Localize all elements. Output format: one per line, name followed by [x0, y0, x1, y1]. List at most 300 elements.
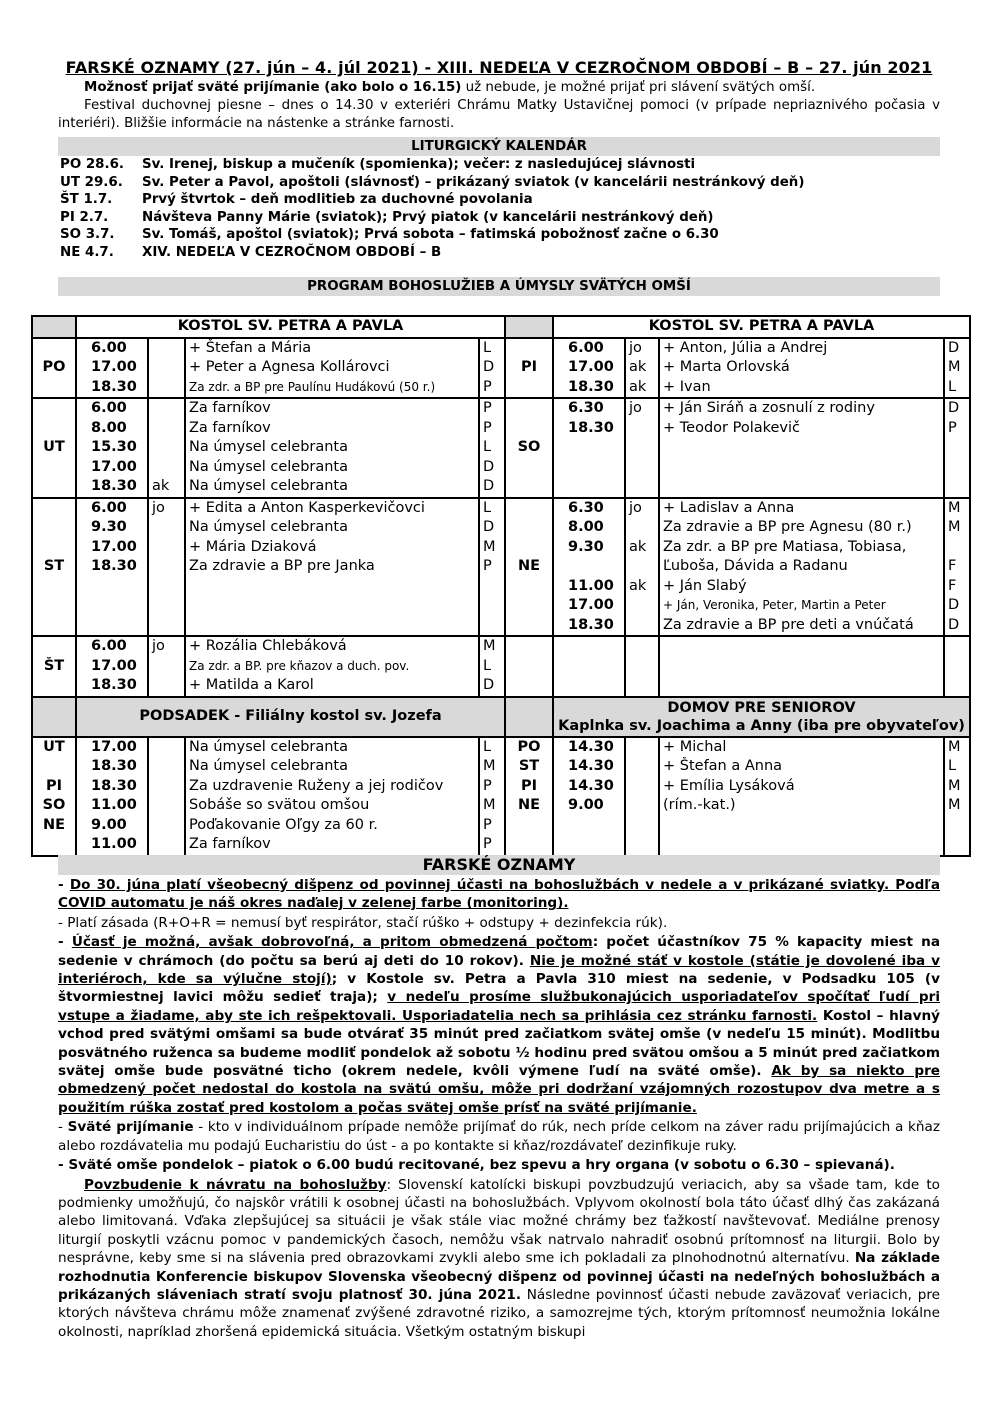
left-time: 6.00	[76, 338, 148, 359]
left-lang	[148, 835, 185, 856]
right-lang: jo	[625, 398, 659, 419]
left-time: 9.00	[76, 816, 148, 836]
program-row	[32, 419, 970, 439]
right-time: 14.30	[553, 777, 625, 797]
left-day	[32, 577, 76, 597]
right-day: ST	[505, 757, 553, 777]
left-intention: Poďakovanie Oľgy za 60 r.	[185, 816, 479, 836]
right-intention: + Ján, Veronika, Peter, Martin a Peter	[659, 596, 944, 616]
left-sign: M	[479, 538, 505, 558]
left-sign: D	[479, 477, 505, 498]
left-day: NE	[32, 816, 76, 836]
left-time: 6.00	[76, 636, 148, 657]
left-intention: + Edita a Anton Kasperkevičovci	[185, 498, 479, 519]
right-intention: + Ján Siráň a zosnulí z rodiny	[659, 398, 944, 419]
right-day: PO	[505, 737, 553, 758]
left-intention	[185, 577, 479, 597]
left-day	[32, 458, 76, 478]
right-sign	[944, 438, 970, 458]
right-sign: M	[944, 777, 970, 797]
right-time: 14.30	[553, 737, 625, 758]
right-time	[553, 816, 625, 836]
right-time	[553, 657, 625, 677]
right-time: 18.30	[553, 378, 625, 399]
left-intention: + Štefan a Mária	[185, 338, 479, 359]
domov-title: DOMOV PRE SENIOROV	[667, 699, 856, 716]
left-day	[32, 518, 76, 538]
right-day	[505, 378, 553, 399]
left-lang	[148, 737, 185, 758]
left-time: 17.00	[76, 737, 148, 758]
calendar-date: UT 29.6.	[60, 174, 123, 190]
right-intention	[659, 816, 944, 836]
domov-chapel: Kaplnka sv. Joachima a Anny (iba pre obyvateľov)	[558, 717, 965, 734]
left-day: SO	[32, 796, 76, 816]
right-sign	[944, 538, 970, 558]
right-day: PI	[505, 777, 553, 797]
left-day: PI	[32, 777, 76, 797]
left-intention	[185, 616, 479, 637]
right-time: 17.00	[553, 358, 625, 378]
right-sign: F	[944, 577, 970, 597]
left-intention: Na úmysel celebranta	[185, 438, 479, 458]
intro-communion-bold: Možnosť prijať sväté prijímanie (ako bolo o 16.15)	[84, 80, 462, 95]
right-day	[505, 657, 553, 677]
calendar-date: NE 4.7.	[60, 244, 114, 260]
program-row	[32, 577, 970, 597]
left-sign: P	[479, 557, 505, 577]
right-intention: + Štefan a Anna	[659, 757, 944, 777]
left-lang	[148, 398, 185, 419]
right-day	[505, 538, 553, 558]
calendar-heading: LITURGICKÝ KALENDÁR	[58, 137, 940, 156]
left-day	[32, 419, 76, 439]
right-sign: M	[944, 358, 970, 378]
right-lang	[625, 557, 659, 577]
left-time: 18.30	[76, 477, 148, 498]
right-lang	[625, 796, 659, 816]
right-time: 6.30	[553, 398, 625, 419]
left-day	[32, 498, 76, 519]
left-time	[76, 577, 148, 597]
program-header-row	[32, 316, 970, 338]
left-intention: Sobáše so svätou omšou	[185, 796, 479, 816]
right-sign: D	[944, 338, 970, 359]
left-day	[32, 338, 76, 359]
right-intention	[659, 676, 944, 697]
right-lang	[625, 835, 659, 856]
program-row	[32, 518, 970, 538]
left-day: PO	[32, 358, 76, 378]
calendar-date: ŠT 1.7.	[60, 192, 113, 207]
domov-name	[553, 697, 970, 737]
program-heading: PROGRAM BOHOSLUŽIEB A ÚMYSLY SVÄTÝCH OMŠÍ	[58, 277, 940, 296]
right-lang	[625, 757, 659, 777]
program-row	[32, 498, 970, 519]
right-intention: + Teodor Polakevič	[659, 419, 944, 439]
left-time: 18.30	[76, 378, 148, 399]
right-lang	[625, 477, 659, 498]
right-intention: + Ivan	[659, 378, 944, 399]
left-intention: Za zdravie a BP pre Janka	[185, 557, 479, 577]
left-time: 11.00	[76, 835, 148, 856]
right-intention	[659, 477, 944, 498]
right-time: 6.00	[553, 338, 625, 359]
left-lang: jo	[148, 498, 185, 519]
left-intention: Za farníkov	[185, 419, 479, 439]
left-sign: D	[479, 458, 505, 478]
left-day	[32, 378, 76, 399]
left-day	[32, 596, 76, 616]
right-day	[505, 636, 553, 657]
left-sign: P	[479, 419, 505, 439]
program-row	[32, 636, 970, 657]
left-church-name: KOSTOL SV. PETRA A PAVLA	[76, 316, 505, 338]
right-time: 9.30	[553, 538, 625, 558]
calendar-text: Sv. Tomáš, apoštol (sviatok); Prvá sobota – fatimská pobožnosť začne o 6.30	[142, 227, 719, 242]
right-day: SO	[505, 438, 553, 458]
left-sign: L	[479, 498, 505, 519]
left-time: 8.00	[76, 419, 148, 439]
right-lang: ak	[625, 538, 659, 558]
left-lang	[148, 816, 185, 836]
left-time: 11.00	[76, 796, 148, 816]
right-time	[553, 438, 625, 458]
right-time	[553, 477, 625, 498]
announcement-return: Povzbudenie k návratu na bohoslužby: Slovenskí katolícki biskupi povzbudzujú veriacich, aby sa všade tam, kde to podmienky umožňujú, čo najskôr vrátili k osobnej účasti na bohoslužbách. Vplyvom okolností bola táto účasť dlhý čas zakázaná alebo limitovaná. Vďaka zlepšujúcej sa situácii je však stále viac možné chrámy bez ťažkostí navštevovať. Mediálne prenosy liturgií poskytli vzácnu pomoc v pandemických časoch, nemôžu však natrvalo nahradiť osobnú prítomnosť na liturgii. Bolo by nesprávne, keby sme si na slávenia pred obrazovkami zvykli alebo sme ich pokladali za plnohodnotnú alternatívu. Na základe rozhodnutia Konferencie biskupov Slovenska všeobecný dišpenz od povinnej účasti na nedeľných bohoslužbách a prikázaných sláveniach stratí svoju platnosť 30. júna 2021. Následne povinnosť účasti nebude zaväzovať veriacich, pre ktorých návšteva chrámu môže znamenať zvýšené zdravotné riziko, a samozrejme tých, ktorým prítomnosť neumožnia lokálne okolnosti, napríklad zhoršená epidemická situácia. Všetkým ostatným biskupi	[58, 1176, 940, 1340]
left-lang	[148, 378, 185, 399]
right-intention: Ľuboša, Dávida a Radanu	[659, 557, 944, 577]
calendar-text: Návšteva Panny Márie (sviatok); Prvý piatok (v kancelárii nestránkový deň)	[142, 209, 714, 225]
right-time: 11.00	[553, 577, 625, 597]
right-day	[505, 577, 553, 597]
calendar-text: XIV. NEDEĽA V CEZROČNOM OBDOBÍ – B	[142, 244, 442, 260]
podsadek-name: PODSADEK - Filiálny kostol sv. Jozefa	[76, 697, 505, 737]
left-sign: M	[479, 796, 505, 816]
left-intention: Na úmysel celebranta	[185, 518, 479, 538]
left-sign: D	[479, 358, 505, 378]
left-sign	[479, 596, 505, 616]
left-lang	[148, 657, 185, 677]
left-sign: D	[479, 518, 505, 538]
right-sign	[944, 657, 970, 677]
right-lang	[625, 777, 659, 797]
left-intention: Za farníkov	[185, 835, 479, 856]
program-row	[32, 816, 970, 836]
left-day	[32, 616, 76, 637]
calendar-row	[58, 174, 940, 192]
left-lang	[148, 777, 185, 797]
left-time: 17.00	[76, 657, 148, 677]
program-row	[32, 657, 970, 677]
right-lang: ak	[625, 378, 659, 399]
right-day: NE	[505, 557, 553, 577]
left-lang	[148, 358, 185, 378]
left-lang	[148, 518, 185, 538]
left-sign: M	[479, 636, 505, 657]
left-day	[32, 757, 76, 777]
left-intention	[185, 596, 479, 616]
intro-communion	[58, 79, 940, 97]
program-row	[32, 438, 970, 458]
left-time: 17.00	[76, 358, 148, 378]
right-lang	[625, 636, 659, 657]
left-intention: Na úmysel celebranta	[185, 458, 479, 478]
left-lang	[148, 557, 185, 577]
left-time: 15.30	[76, 438, 148, 458]
calendar-date: PI 2.7.	[60, 209, 109, 225]
left-sign: L	[479, 438, 505, 458]
right-sign: M	[944, 518, 970, 538]
left-time: 17.00	[76, 538, 148, 558]
right-time	[553, 636, 625, 657]
right-sign: M	[944, 498, 970, 519]
calendar-row	[58, 209, 940, 227]
left-intention: Za uzdravenie Ruženy a jej rodičov	[185, 777, 479, 797]
right-lang	[625, 616, 659, 637]
right-time: 8.00	[553, 518, 625, 538]
calendar-date: SO 3.7.	[60, 227, 115, 242]
left-time: 18.30	[76, 757, 148, 777]
right-intention: Za zdravie a BP pre Agnesu (80 r.)	[659, 518, 944, 538]
right-day: PI	[505, 358, 553, 378]
left-lang: ak	[148, 477, 185, 498]
left-day	[32, 835, 76, 856]
right-intention	[659, 636, 944, 657]
page-header	[58, 58, 940, 296]
left-sign: P	[479, 777, 505, 797]
announcement-capacity: - Účasť je možná, avšak dobrovoľná, a pritom obmedzená počtom: počet účastníkov 75 % kapacity miest na sedenie v chrámoch (do počtu sa berú aj deti do 10 rokov). Nie je možné stáť v kostole (státie je dovolené iba v interiéroch, kde sa výlučne stojí); v Kostole sv. Petra a Pavla 310 miest na sedenie, v Podsadku 105 (v štvormiestnej lavici môžu sedieť traja); v nedeľu prosíme službukonajúcich usporiadateľov spočítať ľudí pri vstupe a žiadame, aby ste ich rešpektovali. Usporiadatelia nech sa prihlásia cez stránku farnosti. Kostol – hlavný vchod pred svätými omšami sa bude otvárať 35 minút pred začiatkom svätej omše (v nedeľu 15 minút). Modlitbu posvätného ruženca sa budeme modliť pondelok až sobotu ½ hodinu pred svätou omšou a 5 minút pred začiatkom svätej omše bude posvätné ticho (okrem nedele, kvôli výmene ľudí na sväté omše). Ak by sa niekto pre obmedzený počet nedostal do kostola na svätú omšu, môže pri dodržaní vzájomných rozostupov dva metre a s použitím rúška zostať pred kostolom a počas svätej omše prísť na sväté prijímanie.	[58, 934, 941, 1116]
program-row	[32, 538, 970, 558]
left-time: 6.00	[76, 498, 148, 519]
right-lang: ak	[625, 358, 659, 378]
left-day	[32, 398, 76, 419]
right-day: NE	[505, 796, 553, 816]
right-intention: + Emília Lysáková	[659, 777, 944, 797]
left-day: UT	[32, 438, 76, 458]
left-day	[32, 538, 76, 558]
program-row	[32, 737, 970, 758]
announcement-communion: - Sväté prijímanie - kto v individuálnom prípade nemôže prijímať do rúk, nech príde celkom na záver radu prijímajúcich a kňaz alebo rozdávatelia mu podajú Eucharistiu do úst - a po kontakte si kňaz/rozdávateľ dezinfikuje ruky.	[58, 1119, 940, 1154]
left-intention: + Peter a Agnesa Kollárovci	[185, 358, 479, 378]
right-lang	[625, 816, 659, 836]
right-sign: M	[944, 737, 970, 758]
right-intention	[659, 657, 944, 677]
right-time	[553, 676, 625, 697]
left-intention: + Mária Dziaková	[185, 538, 479, 558]
right-sign: L	[944, 757, 970, 777]
left-sign: L	[479, 737, 505, 758]
right-sign: D	[944, 398, 970, 419]
right-time	[553, 557, 625, 577]
calendar-row	[58, 191, 940, 209]
left-intention: Za zdr. a BP. pre kňazov a duch. pov.	[185, 657, 479, 677]
announcement-ror: - Platí zásada (R+O+R = nemusí byť respirátor, stačí rúško + odstupy + dezinfekcia rúk).	[58, 914, 668, 931]
right-lang	[625, 518, 659, 538]
right-time: 18.30	[553, 419, 625, 439]
left-sign: D	[479, 676, 505, 697]
left-lang	[148, 458, 185, 478]
calendar-text: Prvý štvrtok – deň modlitieb za duchovné povolania	[142, 192, 533, 207]
left-intention: Za farníkov	[185, 398, 479, 419]
right-time	[553, 458, 625, 478]
announcements-heading: FARSKÉ OZNAMY	[58, 855, 940, 875]
left-sign: P	[479, 816, 505, 836]
left-lang	[148, 577, 185, 597]
program-header-row-2	[32, 697, 970, 737]
right-intention	[659, 835, 944, 856]
left-time	[76, 596, 148, 616]
right-time: 18.30	[553, 616, 625, 637]
right-intention: + Michal	[659, 737, 944, 758]
calendar-text: Sv. Peter a Pavol, apoštoli (slávnosť) – prikázaný sviatok (v kancelárii nestránkový deň)	[142, 174, 805, 190]
left-day	[32, 676, 76, 697]
left-lang: jo	[148, 636, 185, 657]
right-time	[553, 835, 625, 856]
right-lang	[625, 676, 659, 697]
program-row	[32, 796, 970, 816]
right-intention: + Ladislav a Anna	[659, 498, 944, 519]
program-row	[32, 777, 970, 797]
left-day: UT	[32, 737, 76, 758]
left-time: 18.30	[76, 557, 148, 577]
program-row	[32, 338, 970, 359]
right-intention: + Anton, Júlia a Andrej	[659, 338, 944, 359]
program-row	[32, 378, 970, 399]
left-sign: P	[479, 378, 505, 399]
left-sign: P	[479, 398, 505, 419]
left-lang	[148, 338, 185, 359]
program-row	[32, 477, 970, 498]
right-lang	[625, 596, 659, 616]
left-intention: Na úmysel celebranta	[185, 477, 479, 498]
left-intention: Na úmysel celebranta	[185, 737, 479, 758]
left-lang	[148, 676, 185, 697]
left-lang	[148, 419, 185, 439]
right-lang: jo	[625, 338, 659, 359]
right-sign: D	[944, 596, 970, 616]
program-row	[32, 398, 970, 419]
intro-communion-rest: už nebude, je možné prijať pri slávení svätých omší.	[461, 80, 816, 95]
left-sign	[479, 616, 505, 637]
right-sign	[944, 458, 970, 478]
left-time: 9.30	[76, 518, 148, 538]
right-intention	[659, 458, 944, 478]
program-row	[32, 358, 970, 378]
program-row	[32, 616, 970, 637]
right-sign: D	[944, 616, 970, 637]
right-lang	[625, 737, 659, 758]
left-lang	[148, 538, 185, 558]
calendar-row	[58, 226, 940, 244]
announcement-recited-masses: - Sväté omše pondelok – piatok o 6.00 budú recitované, bez spevu a hry organa (v sobotu o 6.30 – spievaná).	[58, 1157, 895, 1174]
program-row	[32, 596, 970, 616]
right-sign: F	[944, 557, 970, 577]
right-intention: (rím.-kat.)	[659, 796, 944, 816]
right-lang	[625, 419, 659, 439]
left-intention: Za zdr. a BP pre Paulínu Hudákovú (50 r.)	[185, 378, 479, 399]
right-lang: ak	[625, 577, 659, 597]
right-intention	[659, 438, 944, 458]
left-lang	[148, 438, 185, 458]
right-day	[505, 518, 553, 538]
right-lang	[625, 458, 659, 478]
right-day	[505, 816, 553, 836]
right-day	[505, 498, 553, 519]
right-sign	[944, 835, 970, 856]
left-time: 6.00	[76, 398, 148, 419]
right-day	[505, 398, 553, 419]
right-day	[505, 477, 553, 498]
right-church-name: KOSTOL SV. PETRA A PAVLA	[553, 316, 970, 338]
right-sign	[944, 636, 970, 657]
right-lang	[625, 438, 659, 458]
right-sign: L	[944, 378, 970, 399]
right-sign: P	[944, 419, 970, 439]
left-day: ST	[32, 557, 76, 577]
right-sign	[944, 676, 970, 697]
right-day	[505, 338, 553, 359]
right-intention: Za zdr. a BP pre Matiasa, Tobiasa,	[659, 538, 944, 558]
left-intention: + Matilda a Karol	[185, 676, 479, 697]
program-row	[32, 557, 970, 577]
left-sign	[479, 577, 505, 597]
program-row	[32, 835, 970, 856]
right-lang: jo	[625, 498, 659, 519]
right-intention: + Marta Orlovská	[659, 358, 944, 378]
program-table	[31, 315, 971, 857]
right-time: 14.30	[553, 757, 625, 777]
left-day: ŠT	[32, 657, 76, 677]
right-day	[505, 419, 553, 439]
left-time: 18.30	[76, 676, 148, 697]
right-sign	[944, 816, 970, 836]
calendar-date: PO 28.6.	[60, 157, 124, 172]
left-time	[76, 616, 148, 637]
right-lang	[625, 657, 659, 677]
right-intention: + Ján Slabý	[659, 577, 944, 597]
announcement-dispensation: - Do 30. júna platí všeobecný dišpenz od povinnej účasti na bohoslužbách v nedele a v prikázané sviatky. Podľa COVID automatu je náš okres naďalej v zelenej farbe (monitoring).	[58, 877, 940, 912]
left-time: 17.00	[76, 458, 148, 478]
right-sign	[944, 477, 970, 498]
left-lang	[148, 757, 185, 777]
left-intention: Na úmysel celebranta	[185, 757, 479, 777]
calendar-row	[58, 244, 940, 262]
calendar-row	[58, 156, 940, 174]
left-lang	[148, 616, 185, 637]
calendar-text: Sv. Irenej, biskup a mučeník (spomienka); večer: z nasledujúcej slávnosti	[142, 157, 696, 172]
left-sign: P	[479, 835, 505, 856]
right-day	[505, 835, 553, 856]
left-lang	[148, 796, 185, 816]
left-intention: + Rozália Chlebáková	[185, 636, 479, 657]
left-sign: M	[479, 757, 505, 777]
program-row	[32, 757, 970, 777]
right-time: 17.00	[553, 596, 625, 616]
program-row	[32, 458, 970, 478]
right-sign: M	[944, 796, 970, 816]
right-day	[505, 596, 553, 616]
left-day	[32, 477, 76, 498]
right-day	[505, 458, 553, 478]
right-day	[505, 616, 553, 637]
intro-festival: Festival duchovnej piesne – dnes o 14.30 v exteriéri Chrámu Matky Ustavičnej pomoci (v prípade nepriaznivého počasia v interiéri). Bližšie informácie na nástenke a stránke farnosti.	[58, 98, 940, 131]
right-intention: Za zdravie a BP pre deti a vnúčatá	[659, 616, 944, 637]
left-lang	[148, 596, 185, 616]
left-time: 18.30	[76, 777, 148, 797]
program-row	[32, 676, 970, 697]
right-time: 9.00	[553, 796, 625, 816]
